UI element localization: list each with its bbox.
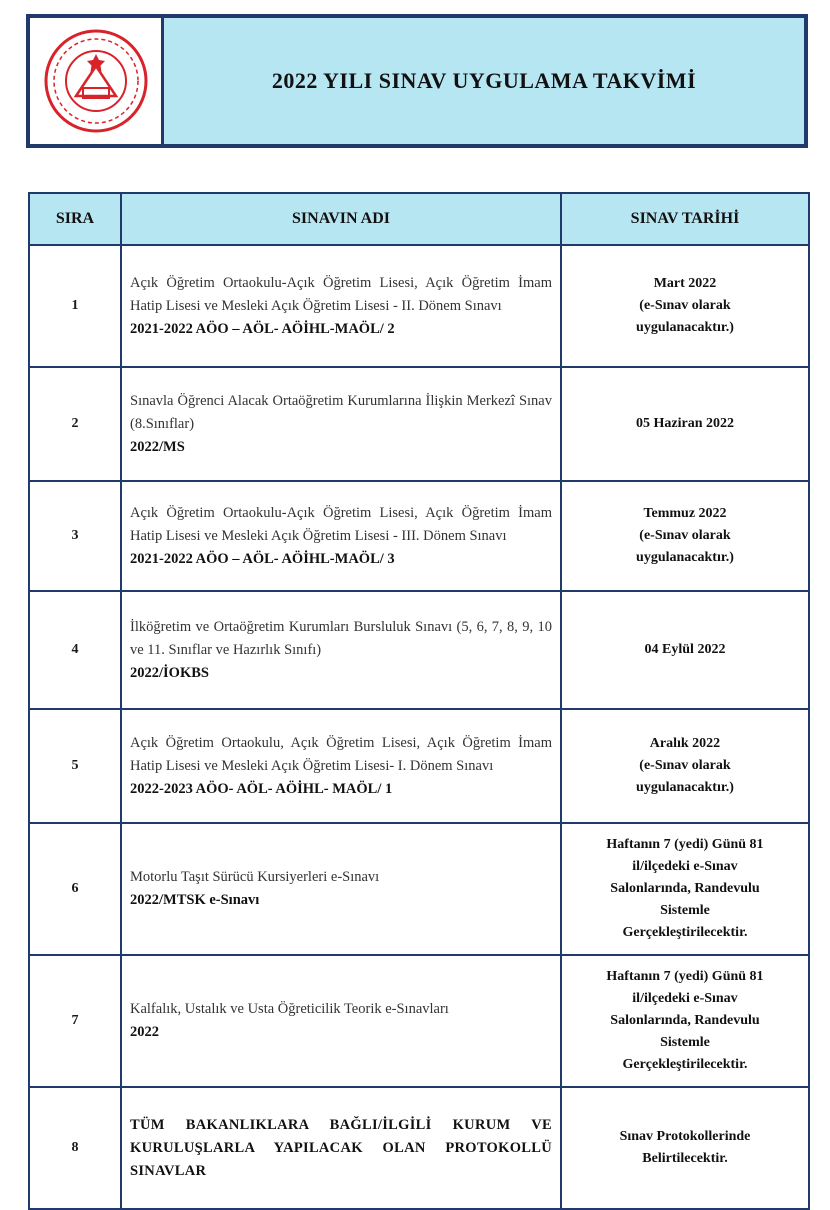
exam-date-line: il/ilçedeki e-Sınav (632, 859, 738, 874)
table-row (29, 1087, 809, 1209)
table-row (29, 709, 809, 823)
exam-code: 2021-2022 AÖO – AÖL- AÖİHL-MAÖL/ 3 (130, 550, 395, 567)
row-number: 6 (29, 823, 121, 955)
table-header-row (29, 193, 809, 245)
exam-date-line: Salonlarında, Randevulu (610, 1013, 760, 1028)
exam-date-line: Sistemle (660, 1035, 710, 1050)
exam-name-cell (121, 1087, 561, 1209)
exam-code: 2022-2023 AÖO- AÖL- AÖİHL- MAÖL/ 1 (130, 780, 393, 797)
exam-code: 2021-2022 AÖO – AÖL- AÖİHL-MAÖL/ 2 (130, 320, 395, 337)
exam-date-line: uygulanacaktır.) (636, 320, 734, 335)
table-row (29, 245, 809, 367)
row-number: 1 (29, 245, 121, 367)
row-number: 7 (29, 955, 121, 1087)
exam-name-cell (121, 591, 561, 709)
exam-date-cell (561, 1087, 809, 1209)
exam-name-cell (121, 245, 561, 367)
exam-date-line: Haftanın 7 (yedi) Günü 81 (606, 837, 764, 852)
exam-code: 2022 (130, 1024, 159, 1040)
exam-date-cell (561, 367, 809, 481)
exam-date-cell (561, 823, 809, 955)
ministry-logo (30, 18, 164, 144)
exam-code: 2022/İOKBS (130, 664, 209, 681)
exam-date-line: Aralık 2022 (649, 736, 721, 751)
exam-date-cell (561, 709, 809, 823)
exam-date-line: Temmuz 2022 (643, 506, 727, 521)
table-row (29, 481, 809, 591)
exam-date-line: (e-Sınav olarak (639, 298, 731, 313)
exam-name: Kalfalık, Ustalık ve Usta Öğreticilik Teorik e-Sınavları (130, 1001, 449, 1017)
exam-name-cell (121, 955, 561, 1087)
row-number: 5 (29, 709, 121, 823)
row-number: 8 (29, 1087, 121, 1209)
row-number: 2 (29, 367, 121, 481)
exam-calendar-table (28, 192, 810, 1210)
exam-date-cell (561, 245, 809, 367)
table-row (29, 823, 809, 955)
exam-code: 2022/MTSK e-Sınavı (130, 892, 260, 908)
exam-name: Motorlu Taşıt Sürücü Kursiyerleri e-Sınavı (130, 869, 380, 885)
exam-date-line: Sınav Protokollerinde (619, 1129, 751, 1144)
exam-name: Açık Öğretim Ortaokulu, Açık Öğretim Lisesi, Açık Öğretim İmam Hatip Lisesi ve Mesleki Açık Öğretim Lisesi- I. Dönem Sınavı (130, 734, 552, 774)
exam-name: Açık Öğretim Ortaokulu-Açık Öğretim Lisesi, Açık Öğretim İmam Hatip Lisesi ve Mesleki Açık Öğretim Lisesi - III. Dönem Sınavı (130, 504, 552, 544)
exam-date-cell (561, 955, 809, 1087)
exam-name: Açık Öğretim Ortaokulu-Açık Öğretim Lisesi, Açık Öğretim İmam Hatip Lisesi ve Mesleki Açık Öğretim Lisesi - II. Dönem Sınavı (130, 274, 552, 314)
exam-date-line: Gerçekleştirilecektir. (622, 925, 748, 940)
exam-name: İlköğretim ve Ortaöğretim Kurumları Bursluluk Sınavı (5, 6, 7, 8, 9, 10 ve 11. Sınıflar ve Hazırlık Sınıfı) (130, 618, 552, 658)
page-title: 2022 YILI SINAV UYGULAMA TAKVİMİ (271, 68, 697, 93)
exam-date-line: Gerçekleştirilecektir. (622, 1057, 748, 1072)
exam-date-line: (e-Sınav olarak (639, 758, 731, 773)
exam-name-cell (121, 709, 561, 823)
table-row (29, 955, 809, 1087)
exam-date-cell (561, 481, 809, 591)
exam-date-cell (561, 591, 809, 709)
column-header-exam-date: SINAV TARİHİ (561, 193, 809, 245)
exam-date-line: uygulanacaktır.) (636, 780, 734, 795)
exam-date-line: Salonlarında, Randevulu (610, 881, 760, 896)
exam-date-line: 05 Haziran 2022 (636, 416, 734, 431)
column-header-sira: SIRA (29, 193, 121, 245)
row-number: 4 (29, 591, 121, 709)
page-header (26, 14, 808, 148)
ministry-seal-icon (41, 26, 151, 136)
exam-name: TÜM BAKANLIKLARA BAĞLI/İLGİLİ KURUM VE KURULUŞLARLA YAPILACAK OLAN PROTOKOLLÜ SINAVLAR (130, 1116, 552, 1179)
exam-date-line: il/ilçedeki e-Sınav (632, 991, 738, 1006)
exam-name-cell (121, 367, 561, 481)
table-row (29, 591, 809, 709)
exam-date-line: 04 Eylül 2022 (644, 642, 726, 657)
column-header-exam-name: SINAVIN ADI (121, 193, 561, 245)
exam-date-line: Sistemle (660, 903, 710, 918)
table-row (29, 367, 809, 481)
exam-date-line: Mart 2022 (653, 276, 717, 291)
row-number: 3 (29, 481, 121, 591)
exam-date-line: uygulanacaktır.) (636, 550, 734, 565)
exam-name: Sınavla Öğrenci Alacak Ortaöğretim Kurumlarına İlişkin Merkezî Sınav (8.Sınıflar) (130, 392, 552, 432)
exam-name-cell (121, 481, 561, 591)
exam-date-line: Haftanın 7 (yedi) Günü 81 (606, 969, 764, 984)
exam-date-line: (e-Sınav olarak (639, 528, 731, 543)
header-title-cell (164, 18, 804, 144)
exam-date-line: Belirtilecektir. (642, 1151, 728, 1166)
exam-code: 2022/MS (130, 438, 185, 455)
exam-name-cell (121, 823, 561, 955)
